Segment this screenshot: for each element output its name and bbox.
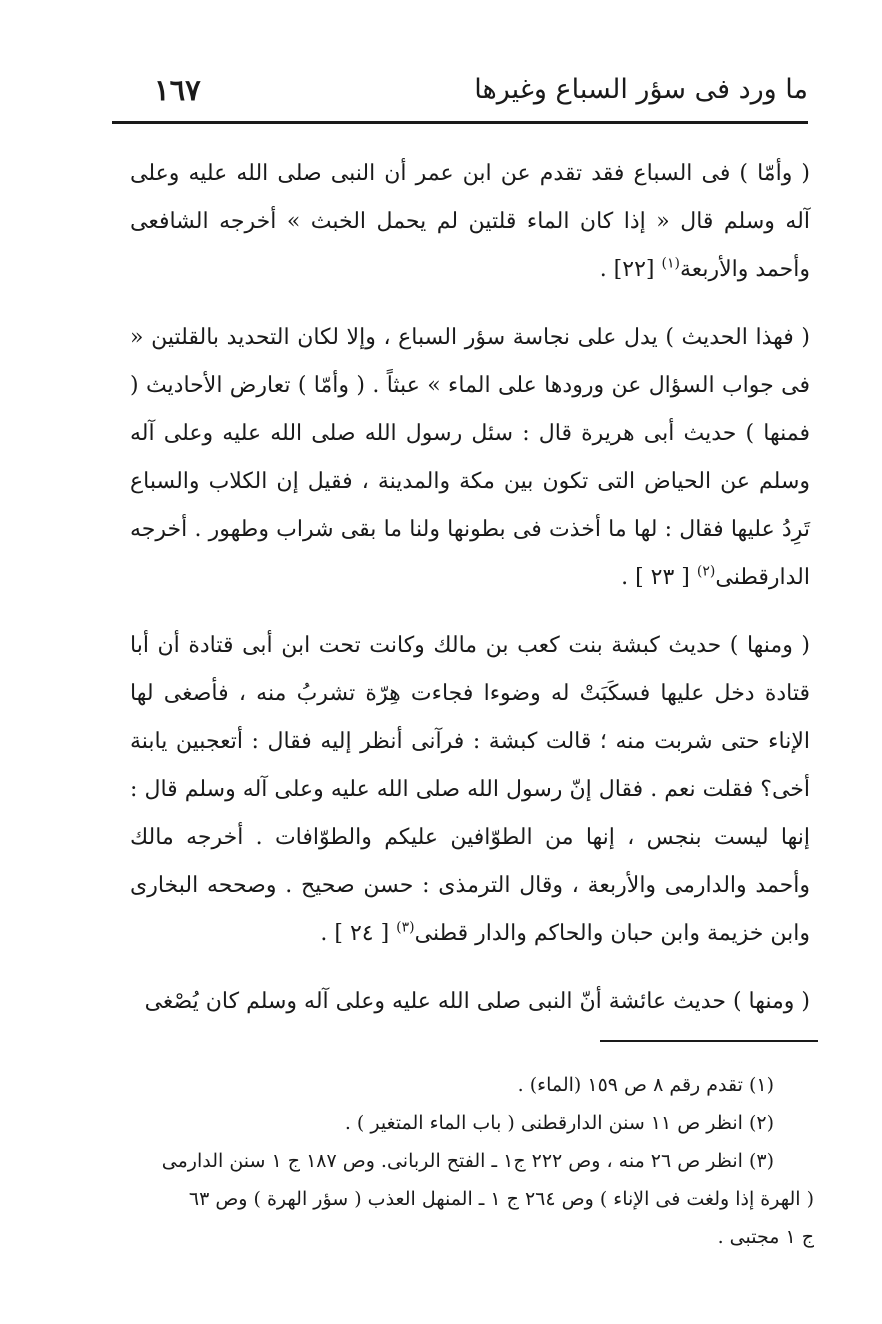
footnote-continuation: ( الهرة إذا ولغت فى الإناء ) وص ٢٦٤ ج ١ ـ المنهل العذب ( سؤر الهرة ) وص ٦٣ [188,1188,814,1210]
footnote-ref: (٣) [396,919,415,936]
footnote-continuation: ج ١ مجتبى . [717,1226,814,1248]
footnote: (٢) انظر ص ١١ سنن الدارقطنى ( باب الماء المتغير ) . [344,1112,774,1134]
paragraph [130,978,810,1026]
main-text [130,150,810,1026]
hadith-number: [ ٢٤ ] . [320,921,397,946]
page-number: ١٦٧ [154,73,201,107]
paragraph [130,622,810,958]
paragraph-text: ( وأمّا ) فى السباع فقد تقدم عن ابن عمر أن النبى صلى الله عليه وعلى آله وسلم قال « إذا كان الماء قلتين لم يحمل الخبث » أخرجه الشافعى وأحمد والأربعة [130,161,810,282]
paragraph-text: ( فهذا الحديث ) يدل على نجاسة سؤر السباع ، وإلا لكان التحديد بالقلتين « فى جواب السؤال عن ورودها على الماء » عبثاً . ( وأمّا ) تعارض الأحاديث ( فمنها ) حديث أبى هريرة قال : سئل رسول الله صلى الله عليه وعلى آله وسلم عن الحياض التى تكون بين مكة والمدينة ، فقيل إن الكلاب والسباع تَرِدُ عليها فقال : لها ما أخذت فى بطونها ولنا ما بقى شراب وطهور . أخرجه الدارقطنى [130,325,810,590]
paragraph-text: ( ومنها ) حديث كبشة بنت كعب بن مالك وكانت تحت ابن أبى قتادة أن أبا قتادة دخل عليها فسكَبَتْ له وضوءا فجاءت هِرّة تشربُ منه ، فأصغى لها الإناء حتى شربت منه ؛ قالت كبشة : فرآنى أنظر إليه فقال : أتعجبين يابنة أخى؟ فقلت نعم . فقال إنّ رسول الله صلى الله عليه وعلى آله وسلم قال : إنها ليست بنجس ، إنها من الطوّافين عليكم والطوّافات . أخرجه مالك وأحمد والدارمى والأربعة ، وقال الترمذى : حسن صحيح . وصححه البخارى وابن خزيمة وابن حبان والحاكم والدار قطنى [130,633,810,946]
hadith-number: [٢٢] . [599,257,662,282]
hadith-number: [ ٢٣ ] . [621,565,697,590]
header-rule [112,121,808,124]
chapter-title: ما ورد فى سؤر السباع وغيرها [474,74,808,105]
paragraph [130,150,810,294]
footnotes [130,1066,814,1256]
paragraph [130,314,810,602]
footnote-rule [600,1040,818,1042]
paragraph-text: ( ومنها ) حديث عائشة أنّ النبى صلى الله عليه وعلى آله وسلم كان يُصْغى [144,989,810,1014]
footnote: (١) تقدم رقم ٨ ص ١٥٩ (الماء) . [517,1074,774,1096]
footnote: (٣) انظر ص ٢٦ منه ، وص ٢٢٢ ج١ ـ الفتح الربانى. وص ١٨٧ ج ١ سنن الدارمى [161,1150,774,1172]
running-header [112,70,808,116]
footnote-ref: (٢) [696,563,716,580]
footnote-ref: (١) [661,255,680,272]
